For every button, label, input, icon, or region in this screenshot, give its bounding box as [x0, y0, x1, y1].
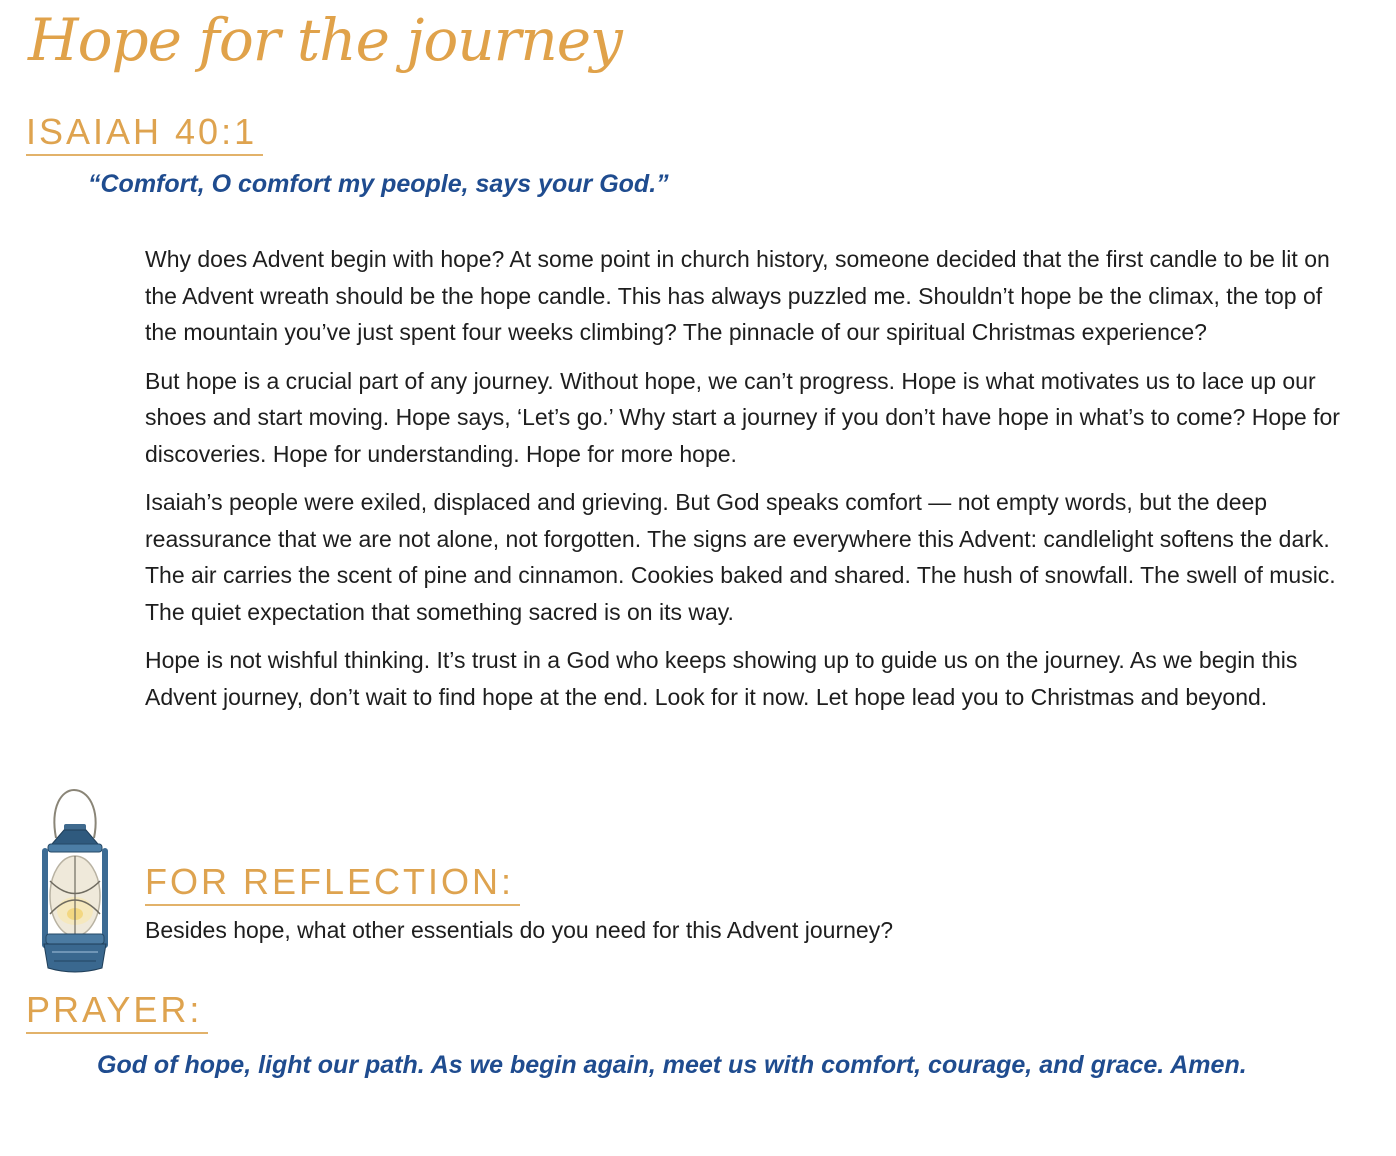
scripture-reference: ISAIAH 40:1 [26, 112, 263, 156]
reflection-heading: FOR REFLECTION: [145, 862, 520, 906]
scripture-verse: “Comfort, O comfort my people, says your God.” [88, 170, 669, 198]
paragraph: Why does Advent begin with hope? At some point in church history, someone decided that the first candle to be lit on the Advent wreath should be the hope candle. This has always puzzled me. Shouldn’t hope be the climax, the top of the mountain you’ve just spent four weeks climbing? The pinnacle of our spiritual Christmas experience? [145, 246, 1330, 345]
paragraph: But hope is a crucial part of any journey. Without hope, we can’t progress. Hope is what motivates us to lace up our shoes and start moving. Hope says, ‘Let’s go.’ Why start a journey if you don’t have hope in what’s to come? Hope for discoveries. Hope for understanding. Hope for more hope. [145, 367, 1340, 467]
devotional-body [145, 241, 1355, 727]
page-title: Hope for the journey [28, 6, 622, 74]
paragraph: Hope is not wishful thinking. It’s trust in a God who keeps showing up to guide us on the journey. As we begin this Advent journey, don’t wait to find hope at the end. Look for it now. Let hope lead you to Christmas and beyond. [145, 647, 1298, 710]
prayer-heading: PRAYER: [26, 990, 208, 1034]
prayer-text: God of hope, light our path. As we begin again, meet us with comfort, courage, and grace. Amen. [97, 1051, 1247, 1079]
lantern-icon [28, 786, 118, 976]
paragraph: Isaiah’s people were exiled, displaced and grieving. But God speaks comfort — not empty words, but the deep reassurance that we are not alone, not forgotten. The signs are everywhere this Advent: candlelight softens the dark. The air carries the scent of pine and cinnamon. Cookies baked and shared. The hush of snowfall. The swell of music. The quiet expectation that something sacred is on its way. [145, 489, 1336, 625]
reflection-question: Besides hope, what other essentials do you need for this Advent journey? [145, 917, 893, 943]
